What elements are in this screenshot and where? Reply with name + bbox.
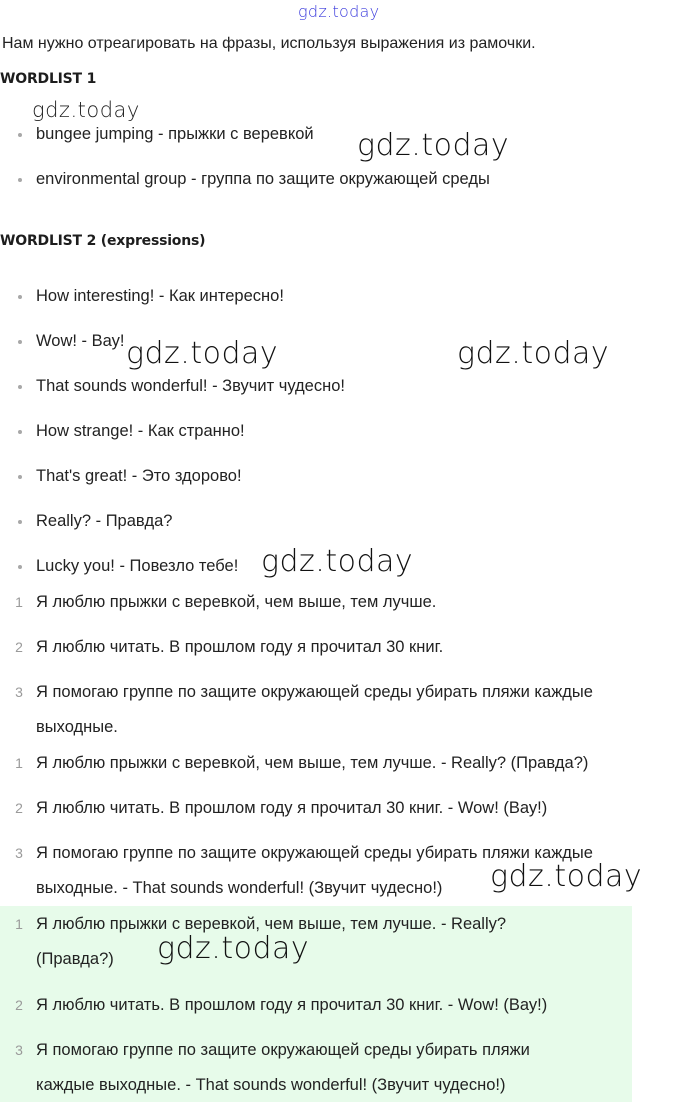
bullet-icon	[18, 295, 22, 299]
bullet-icon	[18, 133, 22, 137]
answer-text: Я люблю читать. В прошлом году я прочитал 30 книг. - Wow! (Вау!)	[36, 799, 548, 817]
list-item-text: How strange! - Как странно!	[36, 422, 245, 440]
item-number: 1	[15, 594, 23, 610]
list-item	[0, 373, 680, 401]
phrase-item	[0, 679, 680, 739]
list-item-text: bungee jumping - прыжки с веревкой	[36, 125, 314, 143]
list-item	[0, 463, 680, 491]
final-answer-item	[0, 911, 680, 971]
final-answer-item	[0, 1037, 680, 1097]
watermark: gdz.today	[457, 336, 610, 371]
bullet-icon	[18, 178, 22, 182]
list-item-text: Lucky you! - Повезло тебе!	[36, 557, 239, 575]
final-answer-text-line-1: Я помогаю группе по защите окружающей среды убирать пляжи	[36, 1041, 530, 1059]
list-item	[0, 418, 680, 446]
answer-text: Я люблю прыжки с веревкой, чем выше, тем лучше. - Really? (Правда?)	[36, 754, 589, 772]
list-item	[0, 121, 680, 149]
list-item	[0, 166, 680, 194]
answer-item	[0, 750, 680, 778]
phrase-item	[0, 589, 680, 617]
answer-text-line-2: выходные. - That sounds wonderful! (Звучит чудесно!)	[36, 879, 443, 897]
list-item	[0, 283, 680, 311]
bullet-icon	[18, 475, 22, 479]
phrase-text-line-1: Я помогаю группе по защите окружающей среды убирать пляжи каждые	[36, 683, 593, 701]
bullet-icon	[18, 385, 22, 389]
intro-text: Нам нужно отреагировать на фразы, используя выражения из рамочки.	[2, 35, 536, 52]
answer-item	[0, 795, 680, 823]
wordlist-1-heading: WORDLIST 1	[0, 71, 97, 87]
phrase-item	[0, 634, 680, 662]
item-number: 2	[15, 997, 23, 1013]
final-answer-text-line-1: Я люблю прыжки с веревкой, чем выше, тем лучше. - Really?	[36, 915, 507, 933]
wordlist-2-heading: WORDLIST 2 (expressions)	[0, 233, 206, 249]
item-number: 2	[15, 800, 23, 816]
watermark: gdz.today	[490, 859, 643, 894]
item-number: 1	[15, 916, 23, 932]
watermark: gdz.today	[126, 336, 279, 371]
list-item-text: Really? - Правда?	[36, 512, 173, 530]
bullet-icon	[18, 430, 22, 434]
final-answer-text: Я люблю читать. В прошлом году я прочитал 30 книг. - Wow! (Вау!)	[36, 996, 548, 1014]
watermark: gdz.today	[157, 931, 310, 966]
item-number: 3	[15, 684, 23, 700]
item-number: 1	[15, 755, 23, 771]
phrase-text: Я люблю читать. В прошлом году я прочитал 30 книг.	[36, 638, 444, 656]
bullet-icon	[18, 340, 22, 344]
watermark: gdz.today	[298, 2, 380, 21]
phrase-text: Я люблю прыжки с веревкой, чем выше, тем лучше.	[36, 593, 437, 611]
list-item	[0, 508, 680, 536]
final-answer-item	[0, 992, 680, 1020]
item-number: 2	[15, 639, 23, 655]
bullet-icon	[18, 520, 22, 524]
list-item-text: That sounds wonderful! - Звучит чудесно!	[36, 377, 345, 395]
item-number: 3	[15, 1042, 23, 1058]
watermark: gdz.today	[261, 544, 414, 579]
final-answer-text-line-2: каждые выходные. - That sounds wonderful! (Звучит чудесно!)	[36, 1076, 506, 1094]
bullet-icon	[18, 565, 22, 569]
watermark: gdz.today	[357, 128, 510, 163]
final-answer-text-line-2: (Правда?)	[36, 950, 114, 968]
list-item-text: How interesting! - Как интересно!	[36, 287, 284, 305]
list-item-text: environmental group - группа по защите окружающей среды	[36, 170, 490, 188]
list-item-text: That's great! - Это здорово!	[36, 467, 242, 485]
phrase-text-line-2: выходные.	[36, 718, 118, 736]
answer-text-line-1: Я помогаю группе по защите окружающей среды убирать пляжи каждые	[36, 844, 593, 862]
watermark: gdz.today	[32, 98, 140, 122]
list-item-text: Wow! - Вау!	[36, 332, 125, 350]
item-number: 3	[15, 845, 23, 861]
